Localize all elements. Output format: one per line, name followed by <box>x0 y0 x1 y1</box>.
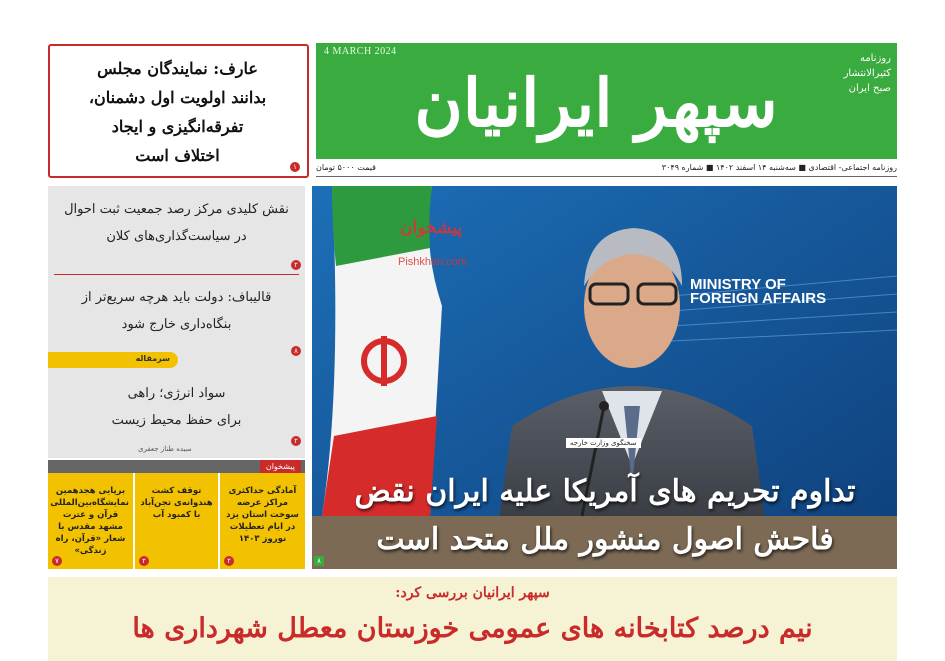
watermark-url: Pishkhan.com <box>398 256 468 268</box>
top-headline: عارف: نمایندگان مجلس بدانند اولویت اول دشمنان، تفرقه‌انگیزی و ایجاد اختلاف است <box>88 59 267 165</box>
editorial-item[interactable]: سواد انرژی؛ راهی برای حفظ محیط زیست <box>111 386 242 428</box>
issue-info-bar <box>316 160 897 177</box>
photo-caption: سخنگوی وزارت خارجه <box>566 438 641 448</box>
divider <box>54 274 299 275</box>
price: قیمت ۵۰۰۰ تومان <box>316 163 376 172</box>
top-headline-box[interactable] <box>48 44 309 178</box>
short-news-box[interactable]: آمادگی حداکثری مراکز عرضه سوخت استان یزد در ایام تعطیلات نوروز ۱۴۰۳ ۲ <box>220 473 305 569</box>
boxes-label: پیشخوان <box>260 460 301 473</box>
author-name: سیده طناز جعفری <box>138 445 192 453</box>
boxes-header <box>48 460 305 473</box>
editorial-tab: سرمقاله <box>48 352 178 368</box>
page-number: ۲ <box>291 260 301 270</box>
main-headline[interactable]: تداوم تحریم های آمریکا علیه ایران نقض فاحش اصول منشور ملل متحد است <box>354 474 856 557</box>
short-news-box[interactable]: برپایی هجدهمین نمایشگاه‌بین‌المللی قرآن و عترت مشهد مقدس با شعار «قرآن، راه زندگی» ۷ <box>48 473 133 569</box>
backdrop-text: MINISTRY OF FOREIGN AFFAIRS <box>690 276 827 307</box>
page-number: ۸ <box>314 556 324 566</box>
masthead-tagline: روزنامه کثیرالانتشار صبح ایران <box>843 53 891 94</box>
page-number: ۲ <box>139 556 149 566</box>
left-news-column <box>48 186 305 458</box>
issue-details: روزنامه اجتماعی- اقتصادی ■ سه‌شنبه ۱۴ اسفند ۱۴۰۲ ■ شماره ۳۰۴۹ <box>661 163 897 172</box>
bottom-kicker: سپهر ایرانیان بررسی کرد: <box>395 585 550 601</box>
page-number: ۸ <box>291 346 301 356</box>
watermark: پیشخوان <box>400 218 462 238</box>
bottom-headline: نیم درصد کتابخانه های عمومی خوزستان معطل شهرداری ها <box>132 613 813 644</box>
page-number: ۲ <box>224 556 234 566</box>
news-item[interactable]: نقش کلیدی مرکز رصد جمعیت ثبت احوال در سیاست‌گذاری‌های کلان <box>64 202 289 244</box>
short-news-box[interactable]: توقف کشت هندوانه‌ی تجن‌آباد با کمبود آب ۲ <box>135 473 218 569</box>
masthead <box>316 43 897 159</box>
page-number: ۲ <box>291 436 301 446</box>
page-number: ۷ <box>52 556 62 566</box>
english-date: 4 MARCH 2024 <box>324 46 397 57</box>
news-item[interactable]: قالیباف: دولت باید هرچه سریع‌تر از بنگاه‌داری خارج شود <box>81 290 272 332</box>
page-number: ۱ <box>290 162 300 172</box>
newspaper-logo: سپهر ایرانیان <box>414 64 778 142</box>
bottom-story[interactable] <box>48 577 897 661</box>
